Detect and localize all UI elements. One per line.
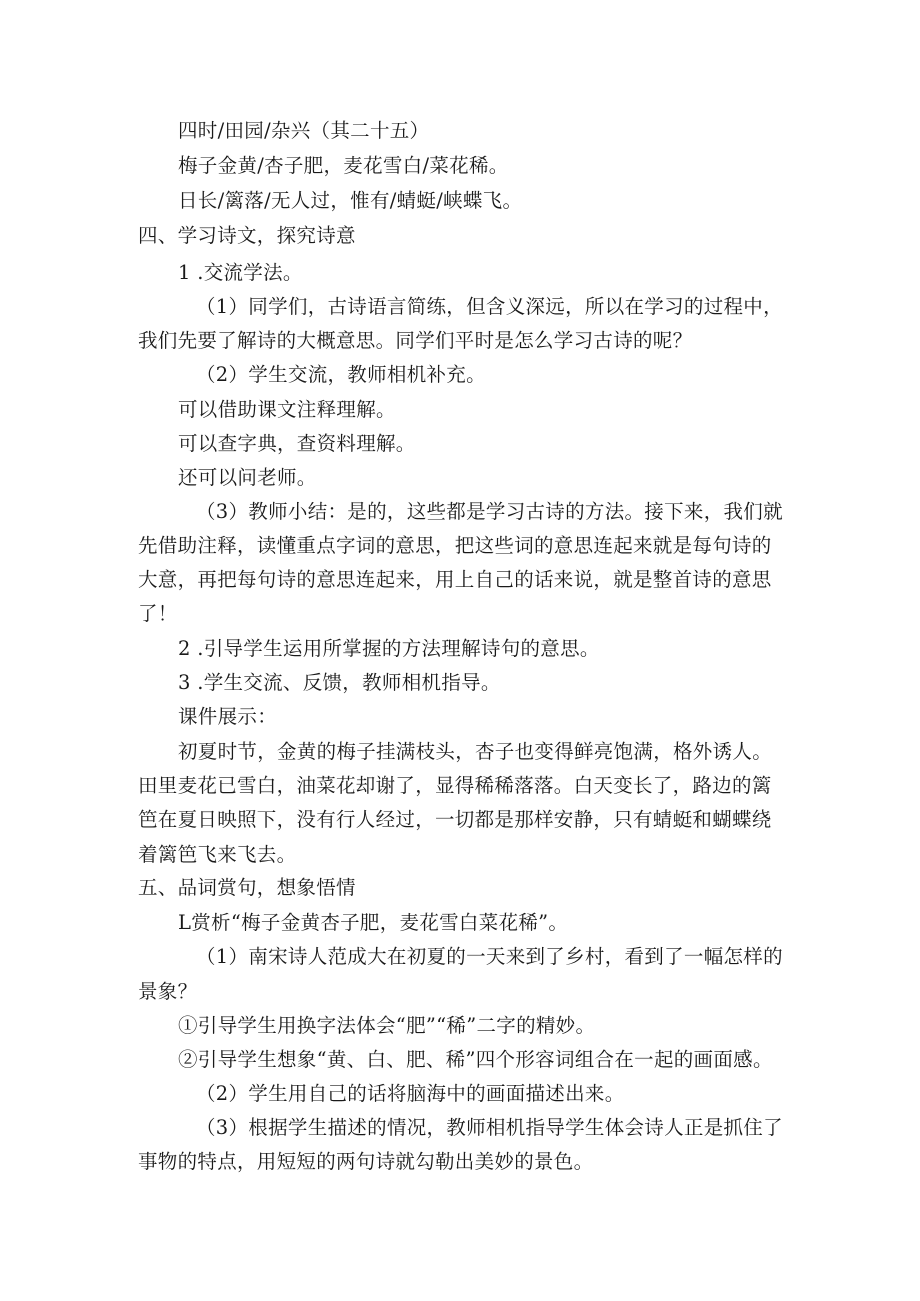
paragraph-line: 可以查字典，查资料理解。 bbox=[178, 432, 416, 455]
paragraph-line: 笆在夏日映照下，没有行人经过，一切都是那样安静，只有蜻蜓和蝴蝶绕 bbox=[138, 808, 772, 831]
step-3-heading: 3 .学生交流、反馈，教师相机指导。 bbox=[178, 671, 501, 694]
step-2-heading: 2 .引导学生运用所掌握的方法理解诗句的意思。 bbox=[178, 637, 600, 660]
poem-line-2: 日长/篱落/无人过，惟有/蜻蜓/峡蝶飞。 bbox=[178, 189, 523, 212]
paragraph-line: 大意，再把每句诗的意思连起来，用上自己的话来说，就是整首诗的意思 bbox=[138, 568, 772, 591]
paragraph-line: 还可以问老师。 bbox=[178, 466, 317, 489]
paragraph-line: 了！ bbox=[138, 602, 178, 625]
paragraph-line: （1）南宋诗人范成大在初夏的一天来到了乡村，看到了一幅怎样的 bbox=[196, 945, 783, 968]
paragraph-line: （3）教师小结：是的，这些都是学习古诗的方法。接下来，我们就 bbox=[196, 500, 783, 523]
paragraph-line: 事物的特点，用短短的两句诗就勾勒出美妙的景色。 bbox=[138, 1150, 594, 1173]
slide-label: 课件展示： bbox=[178, 705, 278, 728]
paragraph-line: （3）根据学生描述的情况，教师相机指导学生体会诗人正是抓住了 bbox=[196, 1116, 783, 1139]
paragraph-line: 景象？ bbox=[138, 980, 198, 1003]
paragraph-line: 田里麦花已雪白，油菜花却谢了，显得稀稀落落。白天变长了，路边的篱 bbox=[138, 774, 772, 797]
paragraph-line: 先借助注释，读懂重点字词的意思，把这些词的意思连起来就是每句诗的 bbox=[138, 534, 772, 557]
paragraph-line: 我们先要了解诗的大概意思。同学们平时是怎么学习古诗的呢？ bbox=[138, 329, 693, 352]
paragraph-line: （2）学生交流，教师相机补充。 bbox=[196, 363, 486, 386]
poem-line-1: 梅子金黄/杏子肥，麦花雪白/菜花稀。 bbox=[178, 154, 509, 177]
paragraph-line: （2）学生用自己的话将脑海中的画面描述出来。 bbox=[196, 1082, 625, 1105]
section-heading-5: 五、品词赏句，想象悟情 bbox=[138, 876, 356, 899]
paragraph-line: （1）同学们，古诗语言简练，但含义深远，所以在学习的过程中， bbox=[196, 295, 783, 318]
step-L-heading: L赏析“梅子金黄杏子肥，麦花雪白菜花稀”。 bbox=[178, 911, 569, 934]
paragraph-line: 初夏时节，金黄的梅子挂满枝头，杏子也变得鲜亮饱满，格外诱人。 bbox=[178, 740, 773, 763]
section-heading-4: 四、学习诗文，探究诗意 bbox=[138, 224, 356, 247]
poem-title: 四时/田园/杂兴（其二十五） bbox=[178, 119, 430, 142]
paragraph-line: 可以借助课文注释理解。 bbox=[178, 398, 396, 421]
step-1-heading: 1 .交流学法。 bbox=[178, 261, 303, 284]
paragraph-line: ①引导学生用换字法体会“肥”“稀”二字的精妙。 bbox=[178, 1014, 596, 1037]
paragraph-line: 着篱笆飞来飞去。 bbox=[138, 843, 297, 866]
paragraph-line: ②引导学生想象“黄、白、肥、稀”四个形容词组合在一起的画面感。 bbox=[178, 1048, 773, 1071]
